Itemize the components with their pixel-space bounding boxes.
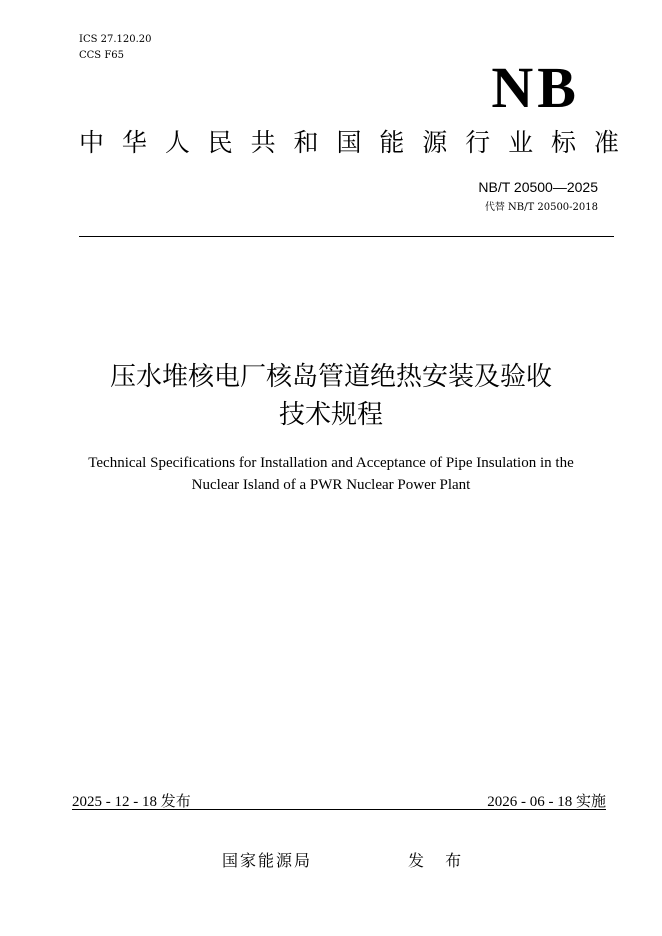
org-char: 国 bbox=[336, 128, 362, 157]
title-en-line2: Nuclear Island of a PWR Nuclear Power Plant bbox=[191, 477, 471, 493]
title-english bbox=[40, 452, 622, 496]
standard-number: NB/T 20500—2025 bbox=[478, 179, 598, 195]
org-char: 业 bbox=[508, 128, 534, 157]
nb-logo: NB bbox=[491, 55, 580, 120]
ccs-code: CCS F65 bbox=[79, 50, 124, 61]
org-char: 华 bbox=[121, 128, 147, 157]
issuer-name: 国家能源局 bbox=[222, 851, 313, 870]
org-char: 源 bbox=[422, 128, 448, 157]
org-char: 民 bbox=[207, 128, 233, 157]
org-char: 人 bbox=[164, 128, 190, 157]
org-char: 标 bbox=[550, 128, 576, 157]
org-char: 能 bbox=[379, 128, 405, 157]
header-divider bbox=[79, 236, 614, 237]
org-char: 和 bbox=[293, 128, 319, 157]
effective-date: 2026 - 06 - 18 实施 bbox=[487, 794, 606, 810]
footer-divider bbox=[72, 809, 606, 810]
title-chinese bbox=[40, 358, 622, 434]
org-char: 行 bbox=[465, 128, 491, 157]
issue-label: 发 布 bbox=[408, 851, 470, 870]
publish-date: 2025 - 12 - 18 发布 bbox=[72, 794, 191, 810]
org-char: 共 bbox=[250, 128, 276, 157]
ics-code: ICS 27.120.20 bbox=[79, 34, 152, 45]
org-char: 准 bbox=[593, 128, 619, 157]
replaces-note: 代替 NB/T 20500-2018 bbox=[484, 202, 598, 213]
organization-title bbox=[79, 126, 619, 160]
title-en-line1: Technical Specifications for Installation and Acceptance of Pipe Insulation in the bbox=[88, 455, 574, 471]
title-cn-line2: 技术规程 bbox=[278, 400, 383, 430]
title-cn-line1: 压水堆核电厂核岛管道绝热安装及验收 bbox=[109, 362, 552, 392]
org-char: 中 bbox=[79, 128, 105, 157]
classification-codes bbox=[79, 32, 152, 64]
